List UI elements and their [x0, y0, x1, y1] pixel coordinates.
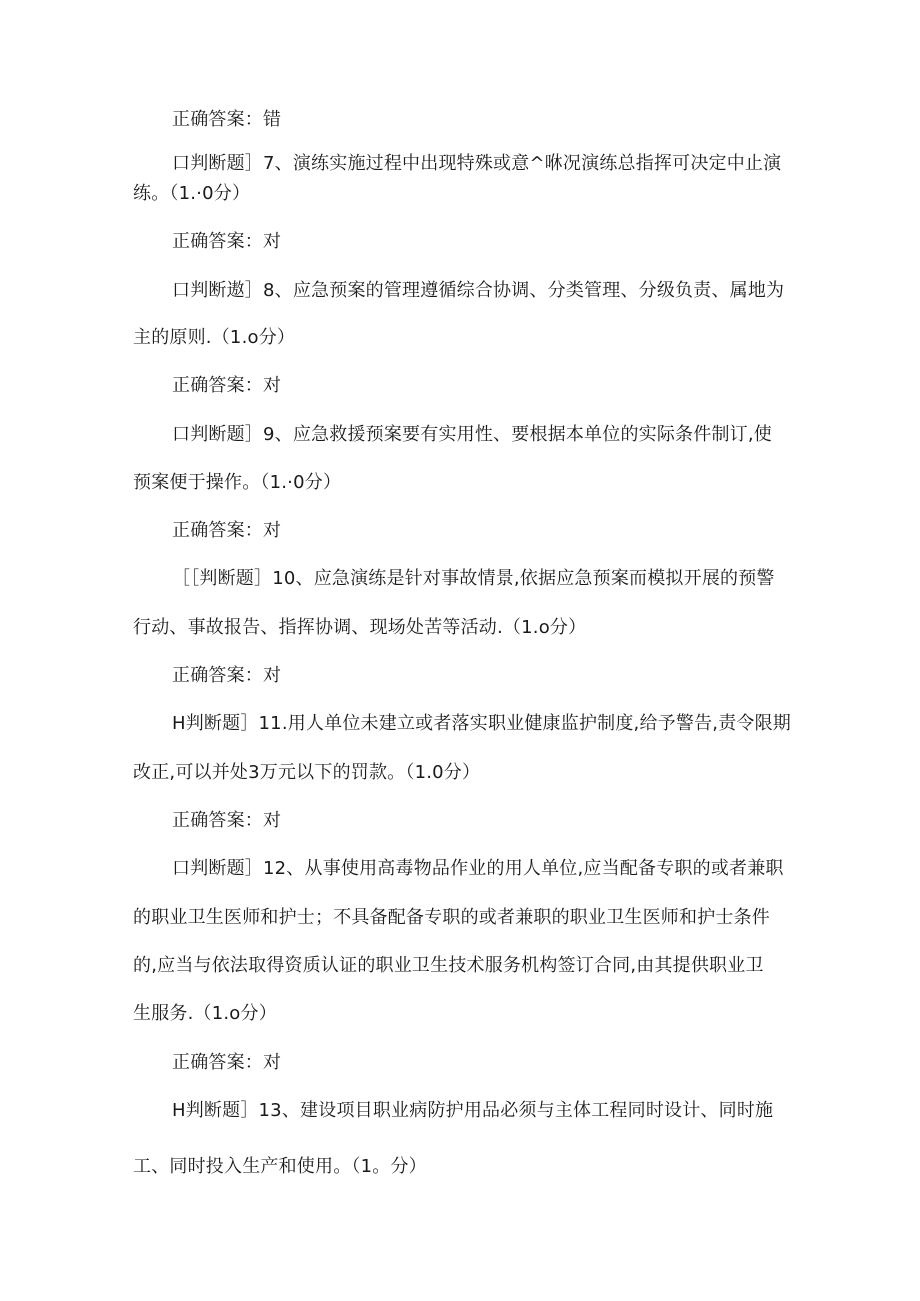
answer-line: 正确答案：对: [172, 665, 282, 686]
answer-line: 正确答案：对: [172, 1052, 282, 1073]
answer-line: 正确答案：对: [172, 520, 282, 541]
question-12-line-1: 口判断题］12、从事使用高毒物品作业的用人单位,应当配备专职的或者兼职: [172, 858, 784, 879]
question-12-line-4: 生服务.（1.o分）: [133, 1003, 277, 1024]
question-8-line-2: 主的原则.（1.o分）: [133, 327, 296, 348]
question-13-line-2: 工、同时投入生产和使用。（1。分）: [133, 1156, 427, 1177]
question-7-line-1: 口判断题］7、演练实施过程中出现特殊或意^咻况演练总指挥可决定中止演: [172, 153, 782, 174]
question-11-line-2: 改正,可以并处3万元以下的罚款。（1.0分）: [133, 762, 481, 783]
question-9-line-2: 预案便于操作。（1.·0分）: [133, 472, 342, 493]
answer-line: 正确答案：对: [172, 231, 282, 252]
answer-line: 正确答案：对: [172, 810, 282, 831]
answer-line: 正确答案：对: [172, 375, 282, 396]
question-11-line-1: H判断题］11.用人单位未建立或者落实职业健康监护制度,给予警告,责令限期: [172, 713, 792, 734]
question-12-line-2: 的职业卫生医师和护士；不具备配备专职的或者兼职的职业卫生医师和护士条件: [133, 907, 770, 928]
question-8-line-1: 口判断遨］8、应急预案的管理遵循综合协调、分类管理、分级负责、属地为: [172, 280, 785, 301]
question-12-line-3: 的,应当与依法取得资质认证的职业卫生技术服务机构签订合同,由其提供职业卫: [133, 955, 764, 976]
question-10-line-2: 行动、事故报告、指挥协调、现场处苦等活动.（1.o分）: [133, 617, 587, 638]
question-10-line-1: ［［判断题］10、应急演练是针对事故情景,依据应急预案而模拟开展的预警: [172, 568, 775, 589]
answer-line: 正确答案：错: [172, 109, 282, 130]
question-9-line-1: 口判断题］9、应急救援预案要有实用性、要根据本单位的实际条件制订,使: [172, 424, 772, 445]
question-7-line-2: 练。（1.·0分）: [133, 183, 251, 204]
question-13-line-1: H判断题］13、建设项目职业病防护用品必须与主体工程同时设计、同时施: [172, 1100, 774, 1121]
